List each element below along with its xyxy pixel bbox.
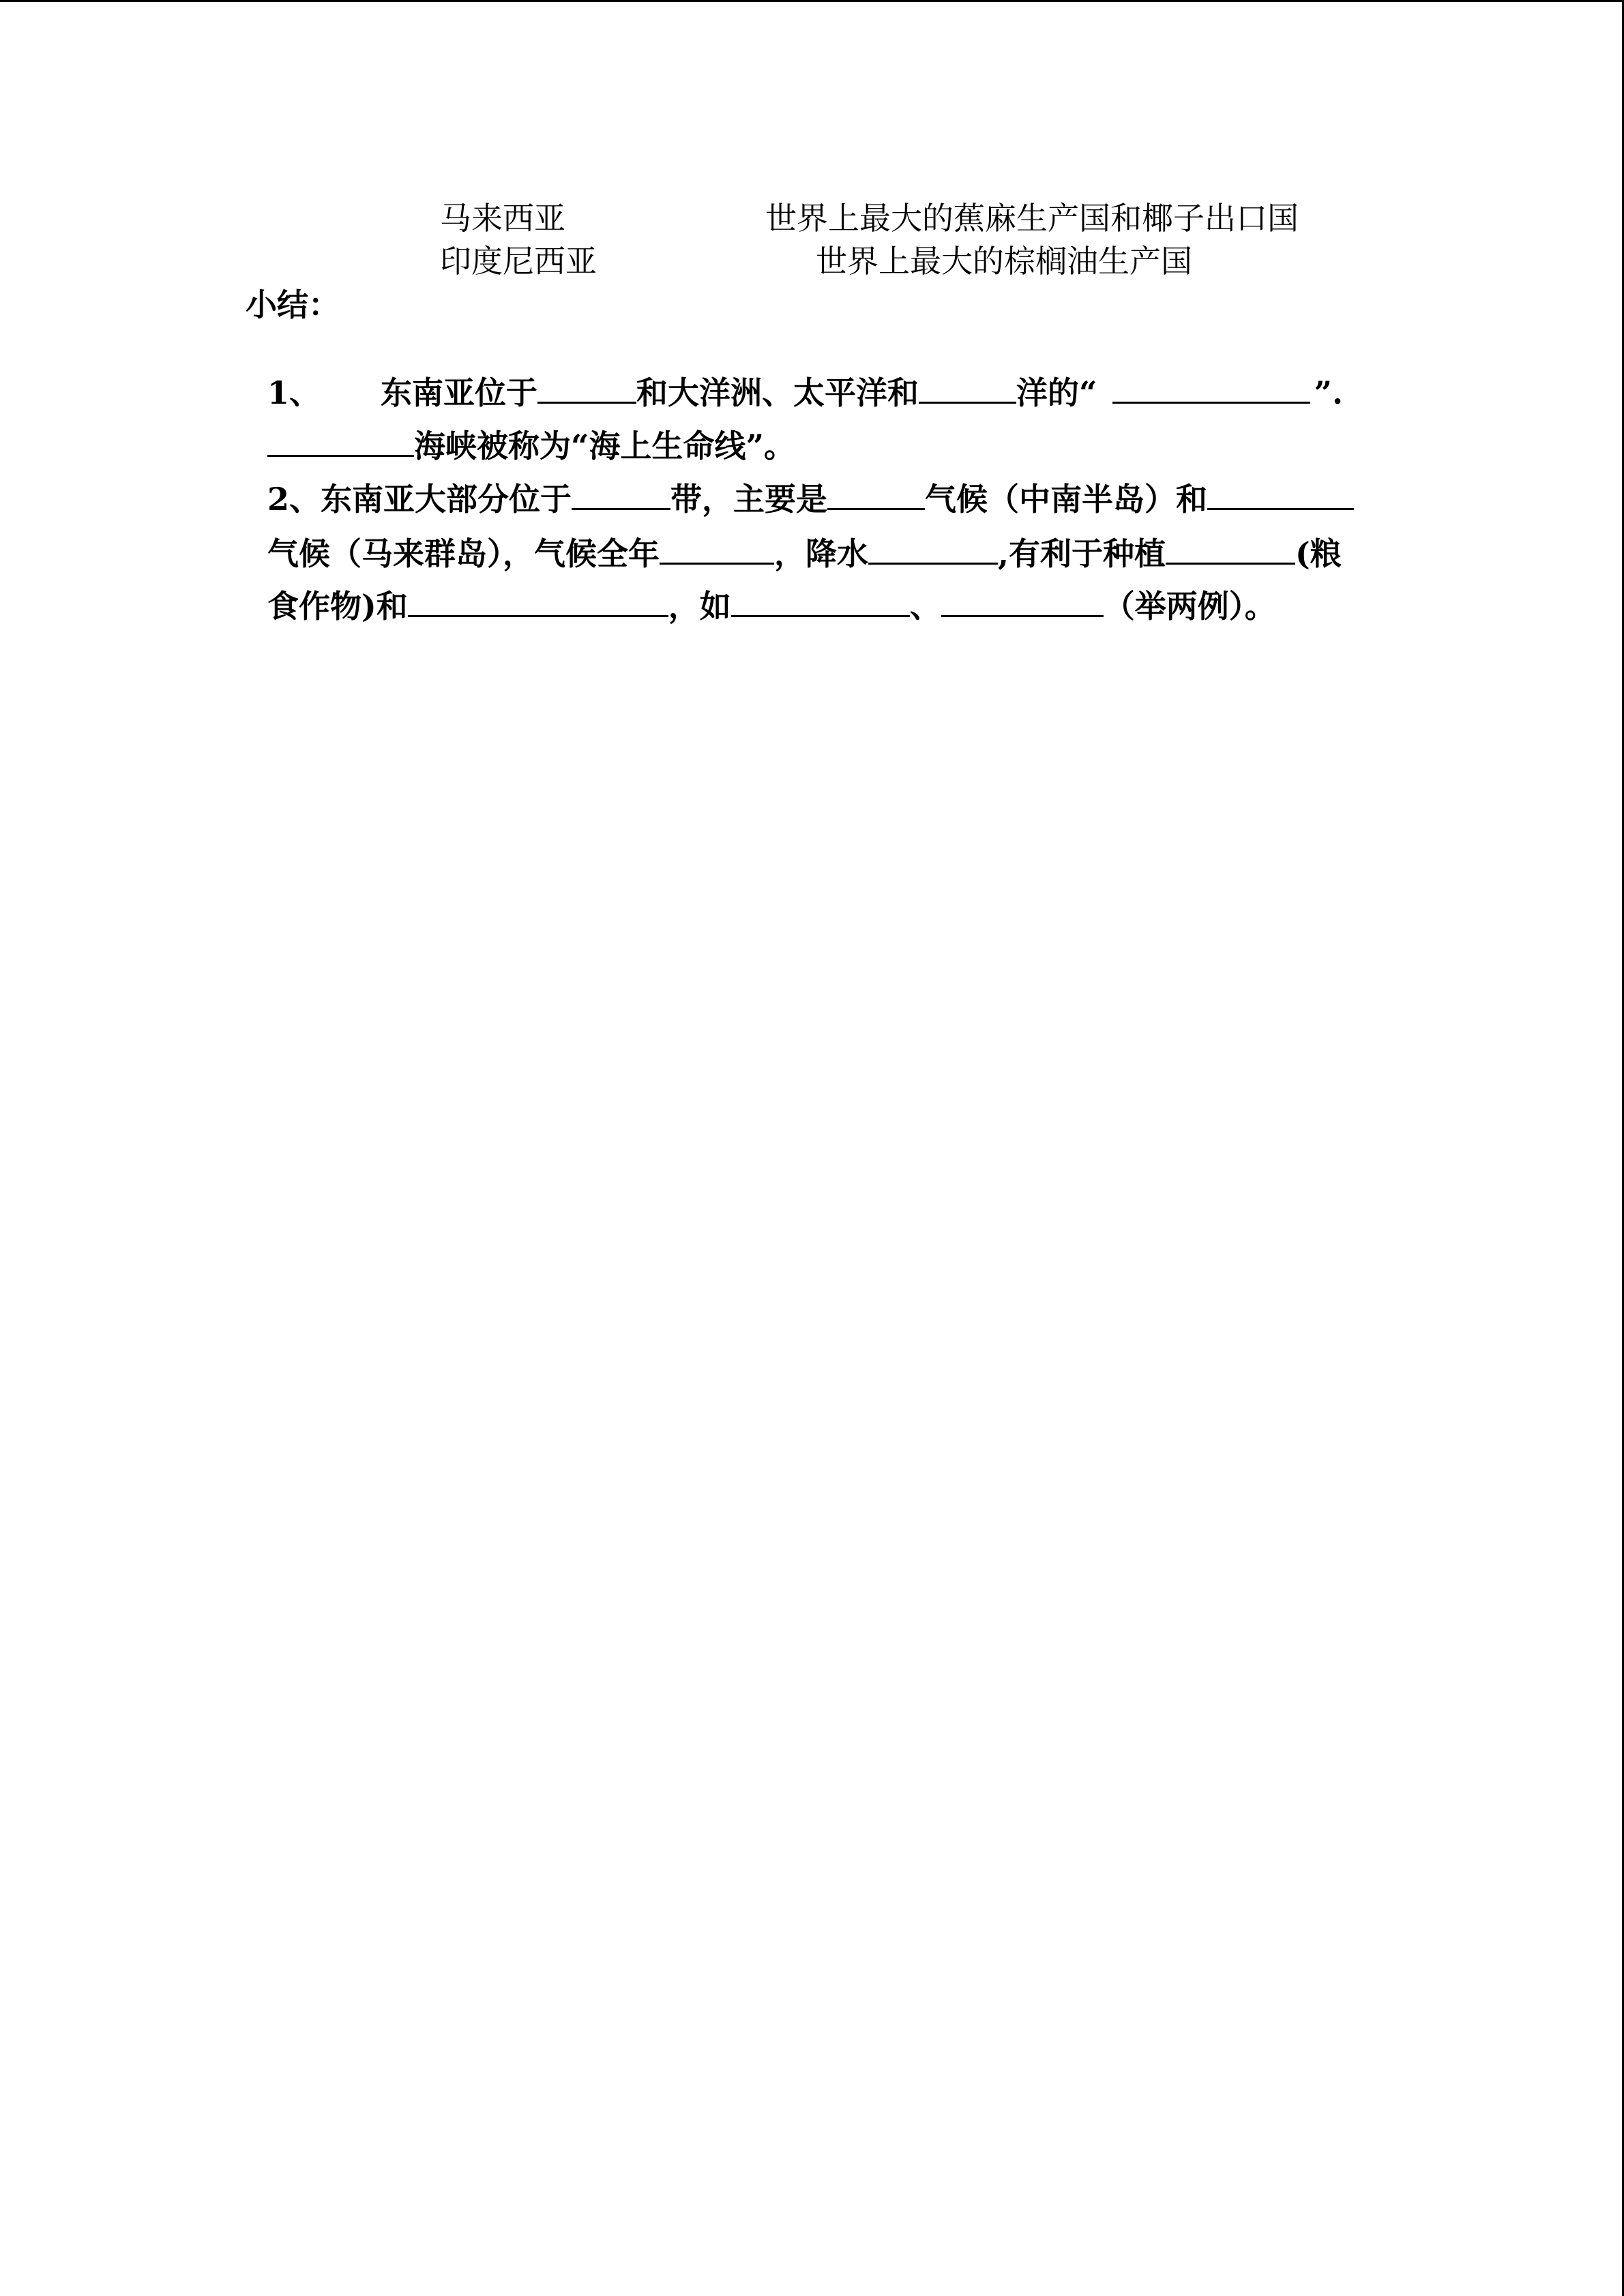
question-2-text-i: ，如: [668, 588, 731, 625]
question-1-text-e: 海峡被称为“海上生命线”。: [414, 428, 795, 464]
question-2-line-3: [246, 544, 1276, 627]
question-2-text-d: 气候（马来群岛），气候全年: [267, 535, 660, 572]
question-2-text-b: 带，主要是: [670, 481, 828, 518]
blank-3[interactable]: [1112, 372, 1310, 404]
country-row-1-fact: 世界上最大的蕉麻生产国和椰子出口国: [765, 200, 1299, 237]
question-2-text-c: 气候（中南半岛）和: [925, 481, 1208, 518]
question-1-text-d: ”.: [1314, 374, 1343, 411]
summary-heading: 小结：: [246, 286, 340, 323]
question-2-text-g: (粮: [1295, 535, 1342, 572]
country-row-1-name: 马来西亚: [440, 200, 565, 237]
question-2-text-f: ,有利于种植: [998, 535, 1166, 572]
question-1-text-c: 洋的“: [1016, 374, 1097, 411]
blank-2[interactable]: [919, 372, 1016, 404]
question-1-text-a: 东南亚位于: [381, 374, 538, 411]
question-1-number: 1、: [267, 374, 321, 411]
question-2-text-k: （举两例）。: [1103, 588, 1276, 625]
question-2-text-e: ，降水: [774, 535, 869, 572]
question-2-text-a: 2、东南亚大部分位于: [267, 481, 572, 518]
question-2-text-h: 食作物)和: [267, 588, 408, 625]
blank-13[interactable]: [941, 585, 1104, 617]
country-row-2-name: 印度尼西亚: [440, 243, 597, 280]
blank-12[interactable]: [731, 585, 910, 617]
page-top-border: [0, 0, 1624, 2]
blank-11[interactable]: [408, 585, 668, 617]
question-1-text-b: 和大洋洲、太平洋和: [636, 374, 919, 411]
country-row-2-fact: 世界上最大的棕榈油生产国: [816, 243, 1192, 280]
question-2-text-j: 、: [909, 588, 941, 625]
